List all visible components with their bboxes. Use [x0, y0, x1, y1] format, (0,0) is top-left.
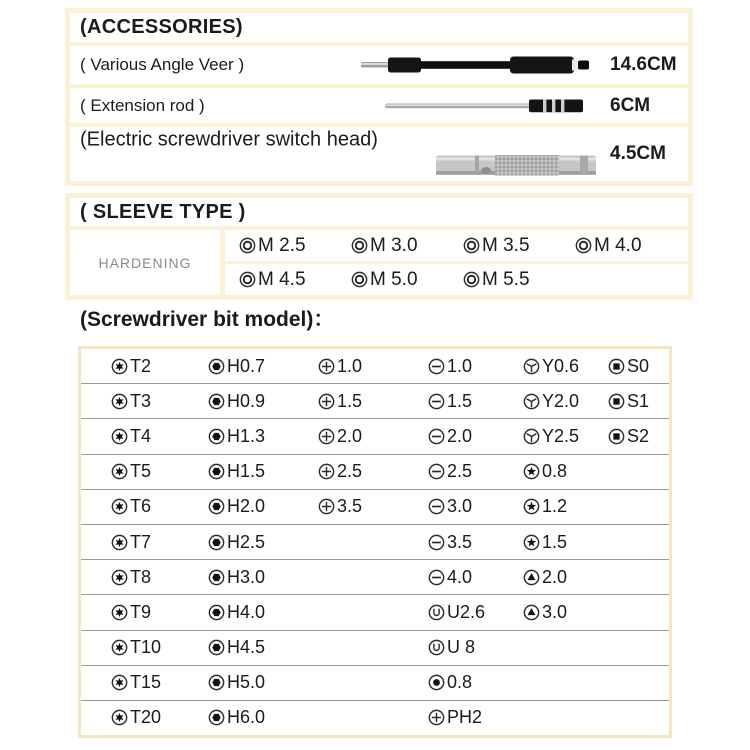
bit-cell [208, 496, 318, 517]
sleeve-type-title: ( SLEEVE TYPE ) [70, 198, 688, 226]
bit-row [81, 525, 669, 560]
bit-cell [608, 426, 669, 447]
bit-label: 4.0 [447, 566, 473, 587]
bit-label: U 8 [447, 637, 476, 658]
bit-cell [428, 496, 523, 517]
bit-label: T3 [130, 390, 152, 411]
torx-icon [111, 569, 128, 586]
bit-cell [111, 707, 208, 728]
sleeve-size-label: M 3.5 [482, 234, 530, 256]
bit-cell [523, 567, 608, 588]
bit-cell [428, 461, 523, 482]
bit-cell [208, 672, 318, 693]
bit-label: 3.5 [447, 531, 473, 552]
torx-icon [111, 463, 128, 480]
bit-cell [111, 602, 208, 623]
bit-label: H3.0 [227, 566, 266, 587]
torx-icon [111, 674, 128, 691]
extension-rod-image [385, 97, 585, 114]
bit-cell [111, 672, 208, 693]
triwing-icon [523, 358, 540, 375]
accessories-title: (ACCESSORIES) [70, 13, 688, 42]
bit-label: H2.0 [227, 496, 266, 517]
bit-cell [208, 567, 318, 588]
ring-icon [239, 237, 256, 254]
slot-icon [428, 534, 445, 551]
torx-icon [111, 358, 128, 375]
hex-icon [208, 393, 225, 410]
phillips-icon [318, 393, 335, 410]
bit-cell [428, 391, 523, 412]
pentalobe-icon [523, 498, 540, 515]
hex-icon [208, 534, 225, 551]
torx-icon [111, 709, 128, 726]
bit-cell [523, 532, 608, 553]
bit-cell [318, 426, 428, 447]
accessory-label: ( Extension rod ) [80, 95, 205, 115]
bit-cell [428, 567, 523, 588]
hex-icon [208, 569, 225, 586]
bit-cell [428, 672, 523, 693]
bit-cell [318, 356, 428, 377]
sleeve-size-label: M 3.0 [370, 234, 418, 256]
bit-label: U2.6 [447, 601, 486, 622]
slot-icon [428, 569, 445, 586]
sleeve-size-label: M 2.5 [258, 234, 306, 256]
bit-label: H1.3 [227, 425, 266, 446]
sleeve-type-section [65, 193, 693, 300]
triwing-icon [523, 428, 540, 445]
accessories-section [65, 8, 693, 186]
sleeve-size-cell [351, 269, 463, 291]
bit-label: T8 [130, 566, 152, 587]
phillips-icon [318, 358, 335, 375]
bit-label: H1.5 [227, 461, 266, 482]
accessory-length: 4.5CM [610, 143, 666, 164]
bit-label: T6 [130, 496, 152, 517]
bit-label: 1.2 [542, 496, 568, 517]
flexible-shaft-image [360, 53, 590, 77]
bit-cell [208, 707, 318, 728]
bit-label: 1.5 [447, 390, 473, 411]
hex-icon [208, 674, 225, 691]
ring-icon [575, 237, 592, 254]
bit-cell [523, 602, 608, 623]
accessory-label: ( Various Angle Veer ) [80, 55, 245, 74]
sleeve-table [70, 230, 688, 295]
bit-cell [208, 426, 318, 447]
hex-icon [208, 709, 225, 726]
sleeve-size-cell [575, 235, 687, 257]
bit-label: H2.5 [227, 531, 266, 552]
bit-label: H0.7 [227, 355, 266, 376]
bit-row [81, 701, 669, 735]
bit-row [81, 455, 669, 490]
bit-label: 2.5 [447, 461, 473, 482]
sleeve-size-cell [239, 235, 351, 257]
bit-cell [208, 356, 318, 377]
switch-head-image [435, 150, 597, 180]
bit-label: 2.0 [337, 425, 363, 446]
slot-icon [428, 358, 445, 375]
bit-cell [208, 391, 318, 412]
sleeve-size-cell [463, 235, 575, 257]
sleeve-size-cell [351, 235, 463, 257]
bit-row [81, 384, 669, 419]
bit-cell [318, 461, 428, 482]
bit-label: T15 [130, 672, 162, 693]
sleeve-size-label: M 4.5 [258, 268, 306, 290]
sleeve-size-label: M 4.0 [594, 234, 642, 256]
bit-row [81, 666, 669, 701]
phillips-icon [318, 428, 335, 445]
bit-label: 0.8 [542, 461, 568, 482]
bit-cell [208, 532, 318, 553]
bit-label: S0 [627, 355, 650, 376]
bit-label: 1.5 [542, 531, 568, 552]
triwing-icon [523, 393, 540, 410]
bit-row [81, 560, 669, 595]
torx-icon [111, 604, 128, 621]
bit-cell [111, 426, 208, 447]
bit-cell [523, 391, 608, 412]
square-icon [608, 358, 625, 375]
bit-cell [608, 391, 669, 412]
hex-icon [208, 604, 225, 621]
bit-label: 0.8 [447, 672, 473, 693]
bit-cell [208, 637, 318, 658]
bit-cell [111, 496, 208, 517]
accessory-row-various-angle-veer [70, 46, 688, 84]
sleeve-size-row [225, 230, 688, 261]
bit-row [81, 631, 669, 666]
bit-cell [208, 461, 318, 482]
torx-icon [111, 428, 128, 445]
bit-cell [318, 496, 428, 517]
hex-icon [208, 639, 225, 656]
sleeve-size-cell [239, 269, 351, 291]
bit-cell [428, 532, 523, 553]
bit-label: Y0.6 [542, 355, 580, 376]
bit-label: H4.0 [227, 601, 266, 622]
hex-icon [208, 428, 225, 445]
bit-label: H4.5 [227, 637, 266, 658]
bit-label: T4 [130, 425, 152, 446]
ring-icon [463, 237, 480, 254]
torx-icon [111, 498, 128, 515]
bit-label: 1.0 [447, 355, 473, 376]
bit-label: PH2 [447, 707, 483, 728]
hex-icon [208, 358, 225, 375]
accessory-label: (Electric screwdriver switch head) [80, 128, 378, 151]
bit-cell [111, 461, 208, 482]
bit-row [81, 490, 669, 525]
ring-icon [239, 271, 256, 288]
bit-label: 2.0 [447, 425, 473, 446]
sleeve-size-label: M 5.0 [370, 268, 418, 290]
bit-cell [428, 426, 523, 447]
bit-cell [608, 356, 669, 377]
pentalobe-icon [523, 463, 540, 480]
bit-model-table [78, 346, 672, 738]
bit-cell [208, 602, 318, 623]
bit-label: T7 [130, 531, 152, 552]
slot-icon [428, 463, 445, 480]
hardening-label: HARDENING [70, 230, 220, 295]
bit-cell [111, 391, 208, 412]
bit-row [81, 349, 669, 384]
bit-label: 2.0 [542, 566, 568, 587]
bit-cell [428, 637, 523, 658]
bit-cell [523, 496, 608, 517]
accessory-length: 6CM [610, 94, 651, 116]
bit-label: H5.0 [227, 672, 266, 693]
bit-cell [428, 602, 523, 623]
bit-label: Y2.0 [542, 390, 580, 411]
sleeve-size-grid [225, 230, 688, 295]
bit-label: 2.5 [337, 461, 363, 482]
bit-cell [428, 356, 523, 377]
bit-label: 3.0 [447, 496, 473, 517]
u-icon [428, 604, 445, 621]
phillips-icon [428, 709, 445, 726]
slot-icon [428, 393, 445, 410]
torx-icon [111, 393, 128, 410]
hex-icon [208, 463, 225, 480]
ring-icon [463, 271, 480, 288]
accessory-length: 14.6CM [610, 54, 677, 75]
sleeve-size-cell [463, 269, 575, 291]
bit-cell [111, 532, 208, 553]
accessory-row-extension-rod [70, 88, 688, 123]
bit-cell [523, 426, 608, 447]
bit-cell [523, 356, 608, 377]
bit-label: S1 [627, 390, 650, 411]
sleeve-size-label: M 5.5 [482, 268, 530, 290]
torx-icon [111, 639, 128, 656]
dot-icon [428, 674, 445, 691]
bit-label: S2 [627, 425, 650, 446]
bit-cell [318, 391, 428, 412]
bit-label: T5 [130, 461, 152, 482]
ring-icon [351, 271, 368, 288]
u-icon [428, 639, 445, 656]
bit-row [81, 419, 669, 454]
bit-cell [111, 356, 208, 377]
bit-cell [428, 707, 523, 728]
bit-label: T9 [130, 601, 152, 622]
ring-icon [351, 237, 368, 254]
slot-icon [428, 498, 445, 515]
bit-label: T2 [130, 355, 152, 376]
triangle-icon [523, 604, 540, 621]
bit-label: T10 [130, 637, 162, 658]
bit-label: Y2.5 [542, 425, 580, 446]
phillips-icon [318, 463, 335, 480]
torx-icon [111, 534, 128, 551]
bit-cell [111, 637, 208, 658]
bit-row [81, 595, 669, 630]
accessory-row-switch-head [70, 127, 688, 181]
bit-label: 1.5 [337, 390, 363, 411]
bit-label: 3.0 [542, 601, 568, 622]
bit-cell [111, 567, 208, 588]
bit-label: 3.5 [337, 496, 363, 517]
bit-label: 1.0 [337, 355, 363, 376]
slot-icon [428, 428, 445, 445]
bit-label: H6.0 [227, 707, 266, 728]
bit-cell [523, 461, 608, 482]
phillips-icon [318, 498, 335, 515]
hex-icon [208, 498, 225, 515]
square-icon [608, 393, 625, 410]
bit-model-title: (Screwdriver bit model)： [80, 308, 335, 331]
bit-label: T20 [130, 707, 162, 728]
sleeve-size-row [225, 264, 688, 295]
square-icon [608, 428, 625, 445]
bit-label: H0.9 [227, 390, 266, 411]
pentalobe-icon [523, 534, 540, 551]
triangle-icon [523, 569, 540, 586]
